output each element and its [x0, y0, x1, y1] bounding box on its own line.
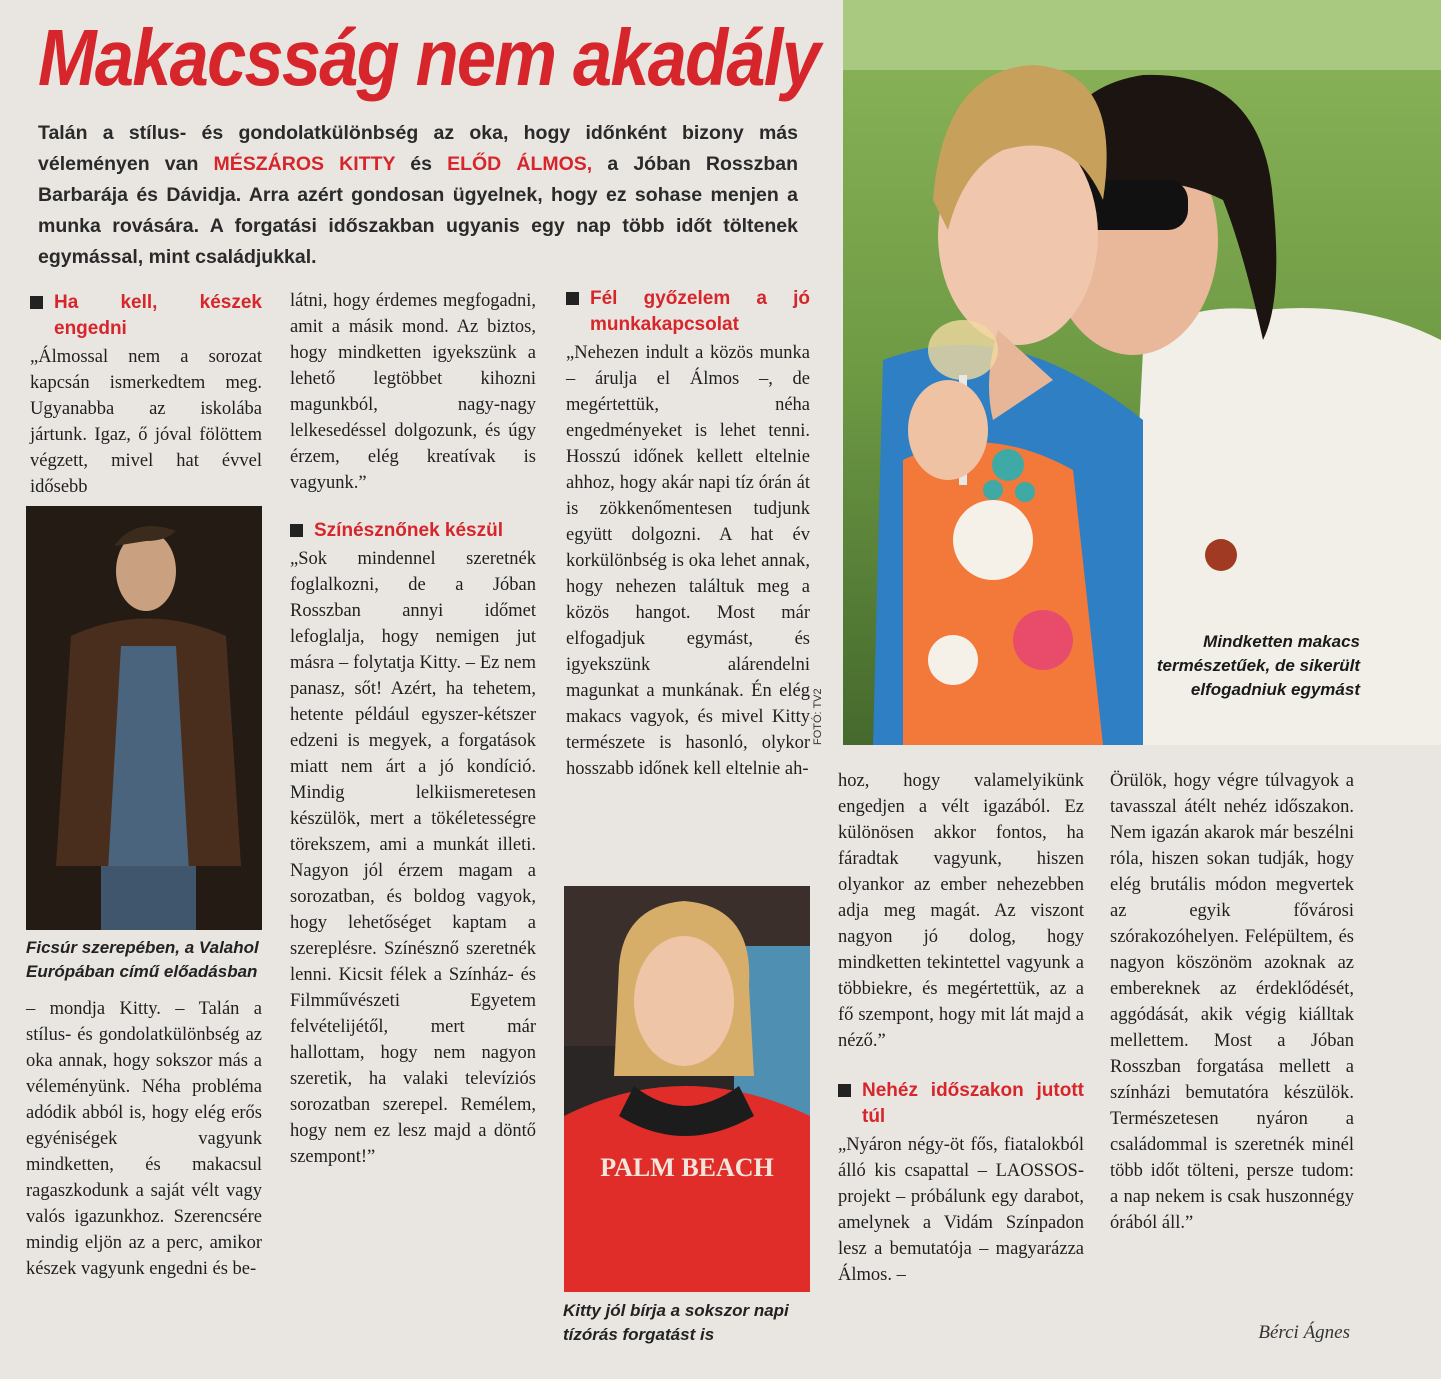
column-2 [290, 288, 536, 1170]
col1-text-top: „Álmossal nem a sorozat kapcsán ismerkedtem meg. Ugyanabba az iskolába jártunk. Igaz, ő jóval fölöttem végzett, mivel hat évvel idősebb [30, 347, 262, 497]
stage-photo-caption: Ficsúr szerepében, a Valahol Európában című előadásban [26, 938, 259, 981]
actor-stage-illustration [26, 506, 262, 930]
subheading-aspiring-actress: Színésznőnek készül [290, 518, 536, 544]
photo-credit: FOTÓ: TV2 [812, 688, 824, 745]
col5-text: Örülök, hogy végre túlvagyok a tavasszal átélt nehéz időszakon. Nem igazán akarok már beszélni róla, hiszen sokan tudják, hogy elég brutális módon megvertek az egyik fővárosi szórakozóhelyen. Felépültem, és nagyon köszönöm azoknak az embereknek az érdeklődését, aggódását, akik végig kiálltak mellettem. Most a Jóban Rosszban forgatása mellett a színházi bemutatóra készülök. Természetesen nyáron a családommal is szeretnék minél több időt tölteni, persze tudom: a nap nekem is csak huszonnégy órából áll.” [1110, 771, 1354, 1233]
col2-text-top: látni, hogy érdemes megfogadni, amit a másik mond. Az biztos, hogy mindketten igyekszünk a lehető legtöbbet kihozni magunkból, nagy-nagy lelkesedéssel dolgozunk, és úgy érzem, elég kreatívak is vagyunk.” [290, 291, 536, 493]
column-1-bottom [26, 996, 262, 1282]
column-4 [838, 768, 1084, 1288]
name-almos: ELŐD ÁLMOS, [447, 153, 593, 175]
subheading-working-relationship: Fél győzelem a jó munkakapcsolat [566, 286, 810, 338]
column-1-top [30, 290, 262, 500]
lead-paragraph [38, 118, 798, 273]
col4-text-bottom: „Nyáron négy-öt fős, fiatalokból álló kis csapattal – LAOSSOS-projekt – próbálunk egy darabot, amelynek a Vidám Színpadon lesz a bemutatója – magyarázza Álmos. – [838, 1135, 1084, 1285]
kitty-photo-caption: Kitty jól bírja a sokszor napi tízórás forgatást is [563, 1301, 789, 1344]
kitty-photo [564, 886, 810, 1292]
subheading-hard-times: Nehéz időszakon jutott túl [838, 1078, 1084, 1130]
subheading-ready-to-yield: Ha kell, készek engedni [30, 290, 262, 342]
col3-text: „Nehezen indult a közös munka – árulja el Álmos –, de megértettük, néha engedményeket is lehet tenni. Hosszú időnek kellett eltelnie ahhoz, hogy akár napi tíz órán át is zökkenőmentesen tudjunk együtt dolgozni. A hat év korkülönbség is oka lehet annak, hogy nehezen találtuk meg a közös hangot. Most már elfogadjuk egymást, és igyekszünk alárendelni magunkat a munkának. Én elég makacs vagyok, és mivel Kitty természete is hasonló, olykor hosszabb időnek kell eltelnie ah- [566, 343, 810, 779]
article-title: Makacsság nem akadály [38, 13, 819, 102]
author-byline: Bérci Ágnes [1258, 1322, 1350, 1343]
col4-text-top: hoz, hogy valamelyikünk engedjen a vélt igazából. Ez különösen akkor fontos, ha fáradtak vagyunk, hiszen olyankor az ember nehezebben adja meg magát. Az viszont nagyon jó dolog, hogy mindketten tekintettel vagyunk a többiekre, és megértettük, az a fő szempont, hogy mit lát majd a néző.” [838, 771, 1084, 1051]
main-photo-caption: Mindketten makacs természetűek, de sikerült elfogadniuk egymást [1156, 632, 1360, 699]
column-5 [1110, 768, 1354, 1236]
lead-text-2: és [395, 153, 448, 175]
lead-text-3: a Jóban Rosszban Barbarája és Dávidja. Arra azért gondosan ügyelnek, hogy ez sohase menjen a munka rovására. A forgatási időszakban ugyanis egy nap több időt töltenek egymással, mint családjukkal. [38, 153, 798, 268]
lead-text-1: Talán a stílus- és gondolatkülönbség az oka, hogy időnként bizony más véleményen van [38, 122, 798, 175]
stage-photo [26, 506, 262, 930]
kitty-portrait-illustration [564, 886, 810, 1292]
column-3 [566, 286, 810, 782]
name-kitty: MÉSZÁROS KITTY [213, 153, 396, 175]
shirt-print-text: PALM BEACH [600, 1153, 774, 1182]
col1-text-bottom: – mondja Kitty. – Talán a stílus- és gondolatkülönbség az oka annak, hogy sokszor más a véleményünk. Néha probléma adódik abból is, hogy elég erős egyéniségek vagyunk mindketten, és makacsul ragaszkodunk a saját vélt vagy valós igazunkhoz. Szerencsére mindig eljön az a perc, amikor készek vagyunk engedni és be- [26, 999, 262, 1279]
col2-text-bottom: „Sok mindennel szeretnék foglalkozni, de a Jóban Rosszban annyi időmet lefoglalja, hogy nemigen jut másra – folytatja Kitty. – Ez nem panasz, sőt! Azért, ha tehetem, hetente például egyszer-kétszer edzeni is megyek, a forgatások miatt nem árt a jó kondíció. Mindig lelkiismeretesen készülök, mert a tökéletességre törekszem, ami a munkát illeti. Nagyon jól érzem magam a sorozatban, és boldog vagyok, hogy lehetőséget kaptam a szereplésre. Színésznő szeretnék lenni. Kicsit félek a Színház- és Filmművészeti Egyetem felvételijétől, mert már hallottam, hogy nem nagyon szeretik, ha valaki televíziós sorozatban szerepel. Remélem, hogy nem ez lesz majd a döntő szempont!” [290, 549, 536, 1167]
